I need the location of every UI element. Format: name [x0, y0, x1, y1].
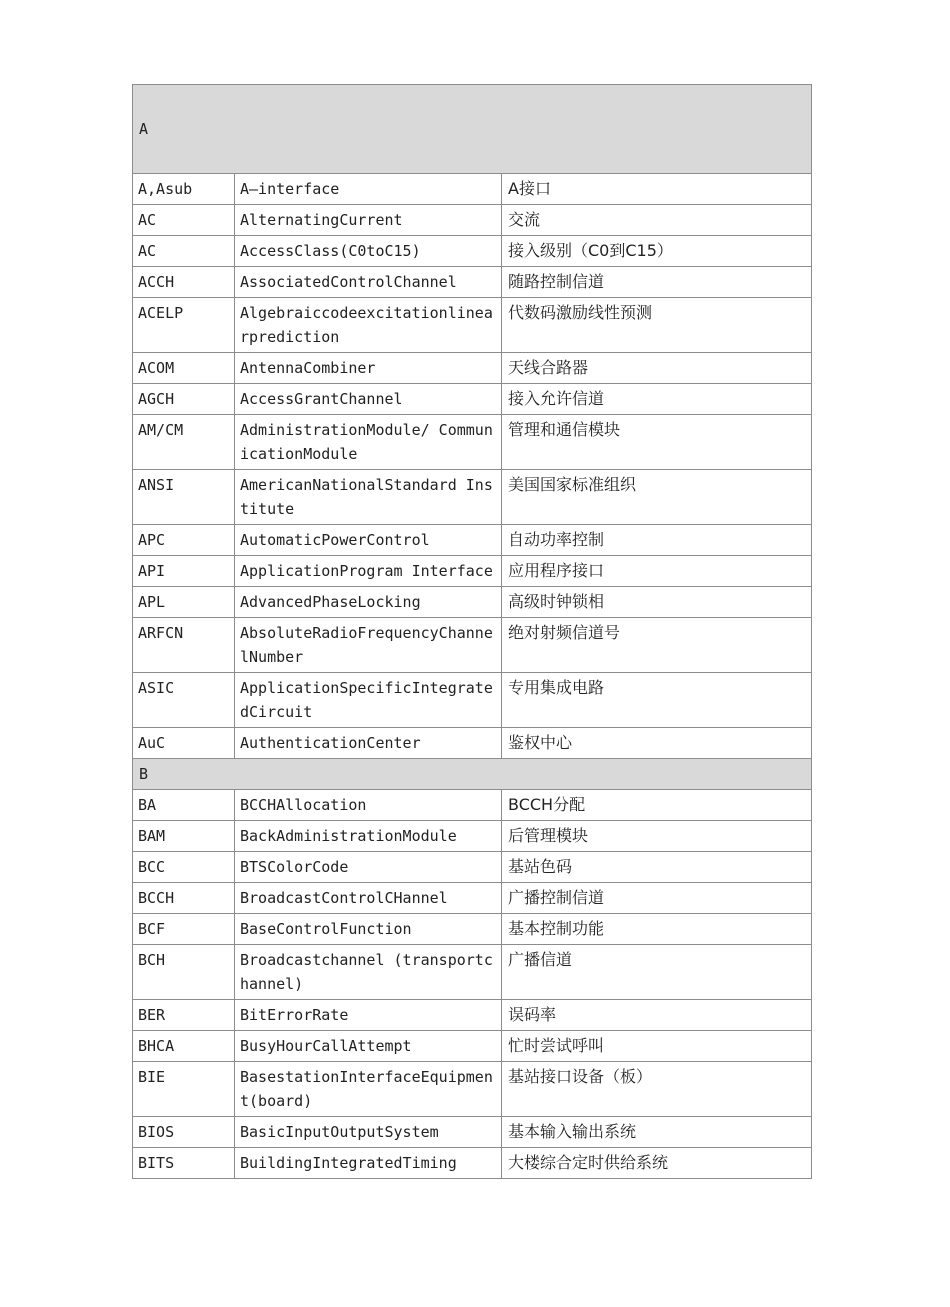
chinese-term-cell: 随路控制信道 [502, 267, 812, 298]
table-row [133, 852, 812, 883]
english-term-cell: AuthenticationCenter [235, 728, 502, 759]
abbreviation-cell: BA [133, 790, 235, 821]
abbreviation-cell: BHCA [133, 1031, 235, 1062]
chinese-term-cell: 大楼综合定时供给系统 [502, 1148, 812, 1179]
chinese-term-cell: 天线合路器 [502, 353, 812, 384]
abbreviation-cell: BITS [133, 1148, 235, 1179]
chinese-term-cell: 广播信道 [502, 945, 812, 1000]
abbreviation-cell: AC [133, 236, 235, 267]
chinese-term-cell: 误码率 [502, 1000, 812, 1031]
english-term-cell: BasestationInterfaceEquipment(board) [235, 1062, 502, 1117]
english-term-cell: AdministrationModule/ CommunicationModule [235, 415, 502, 470]
english-term-cell: AntennaCombiner [235, 353, 502, 384]
table-row [133, 470, 812, 525]
chinese-term-cell: 鉴权中心 [502, 728, 812, 759]
chinese-term-cell: 接入级别（C0到C15） [502, 236, 812, 267]
abbreviation-cell: BIE [133, 1062, 235, 1117]
abbreviation-cell: AC [133, 205, 235, 236]
chinese-term-cell: 忙时尝试呼叫 [502, 1031, 812, 1062]
abbreviation-cell: BER [133, 1000, 235, 1031]
english-term-cell: AccessGrantChannel [235, 384, 502, 415]
english-term-cell: AutomaticPowerControl [235, 525, 502, 556]
table-row [133, 384, 812, 415]
english-term-cell: Broadcastchannel (transportchannel) [235, 945, 502, 1000]
english-term-cell: AlternatingCurrent [235, 205, 502, 236]
chinese-term-cell: 基本控制功能 [502, 914, 812, 945]
abbreviation-cell: ANSI [133, 470, 235, 525]
chinese-term-cell: 代数码激励线性预测 [502, 298, 812, 353]
chinese-term-cell: 交流 [502, 205, 812, 236]
abbreviation-cell: ARFCN [133, 618, 235, 673]
glossary-table [132, 84, 812, 1179]
abbreviation-cell: BCC [133, 852, 235, 883]
section-letter: A [133, 85, 812, 174]
abbreviation-cell: BAM [133, 821, 235, 852]
abbreviation-cell: BCCH [133, 883, 235, 914]
english-term-cell: AdvancedPhaseLocking [235, 587, 502, 618]
table-row [133, 1000, 812, 1031]
english-term-cell: BCCHAllocation [235, 790, 502, 821]
chinese-term-cell: 管理和通信模块 [502, 415, 812, 470]
table-row [133, 1062, 812, 1117]
chinese-term-cell: 后管理模块 [502, 821, 812, 852]
english-term-cell: ApplicationSpecificIntegratedCircuit [235, 673, 502, 728]
english-term-cell: Algebraiccodeexcitationlinearprediction [235, 298, 502, 353]
chinese-term-cell: 基站接口设备（板） [502, 1062, 812, 1117]
chinese-term-cell: 美国国家标准组织 [502, 470, 812, 525]
table-row [133, 821, 812, 852]
english-term-cell: AccessClass(C0toC15) [235, 236, 502, 267]
chinese-term-cell: 自动功率控制 [502, 525, 812, 556]
english-term-cell: AssociatedControlChannel [235, 267, 502, 298]
table-row [133, 1117, 812, 1148]
english-term-cell: BitErrorRate [235, 1000, 502, 1031]
chinese-term-cell: 接入允许信道 [502, 384, 812, 415]
abbreviation-cell: AuC [133, 728, 235, 759]
table-row [133, 1031, 812, 1062]
table-row [133, 525, 812, 556]
english-term-cell: BasicInputOutputSystem [235, 1117, 502, 1148]
english-term-cell: BroadcastControlCHannel [235, 883, 502, 914]
abbreviation-cell: ACOM [133, 353, 235, 384]
chinese-term-cell: 绝对射频信道号 [502, 618, 812, 673]
glossary-body [133, 85, 812, 1179]
chinese-term-cell: 专用集成电路 [502, 673, 812, 728]
chinese-term-cell: 高级时钟锁相 [502, 587, 812, 618]
chinese-term-cell: 基本输入输出系统 [502, 1117, 812, 1148]
table-row [133, 1148, 812, 1179]
english-term-cell: BuildingIntegratedTiming [235, 1148, 502, 1179]
english-term-cell: BackAdministrationModule [235, 821, 502, 852]
chinese-term-cell: 应用程序接口 [502, 556, 812, 587]
english-term-cell: A—interface [235, 174, 502, 205]
abbreviation-cell: APL [133, 587, 235, 618]
table-row [133, 673, 812, 728]
english-term-cell: AbsoluteRadioFrequencyChannelNumber [235, 618, 502, 673]
section-letter: B [133, 759, 812, 790]
english-term-cell: BaseControlFunction [235, 914, 502, 945]
table-row [133, 353, 812, 384]
table-row [133, 728, 812, 759]
section-header-row [133, 85, 812, 174]
table-row [133, 236, 812, 267]
table-row [133, 618, 812, 673]
table-row [133, 790, 812, 821]
table-row [133, 298, 812, 353]
chinese-term-cell: 广播控制信道 [502, 883, 812, 914]
table-row [133, 174, 812, 205]
abbreviation-cell: ACCH [133, 267, 235, 298]
abbreviation-cell: ASIC [133, 673, 235, 728]
abbreviation-cell: BIOS [133, 1117, 235, 1148]
section-header-row [133, 759, 812, 790]
table-row [133, 556, 812, 587]
abbreviation-cell: AM/CM [133, 415, 235, 470]
table-row [133, 914, 812, 945]
table-row [133, 205, 812, 236]
abbreviation-cell: APC [133, 525, 235, 556]
table-row [133, 945, 812, 1000]
english-term-cell: AmericanNationalStandard Institute [235, 470, 502, 525]
abbreviation-cell: API [133, 556, 235, 587]
english-term-cell: BTSColorCode [235, 852, 502, 883]
table-row [133, 883, 812, 914]
table-row [133, 587, 812, 618]
abbreviation-cell: BCH [133, 945, 235, 1000]
chinese-term-cell: A接口 [502, 174, 812, 205]
english-term-cell: ApplicationProgram Interface [235, 556, 502, 587]
abbreviation-cell: AGCH [133, 384, 235, 415]
english-term-cell: BusyHourCallAttempt [235, 1031, 502, 1062]
abbreviation-cell: A,Asub [133, 174, 235, 205]
chinese-term-cell: 基站色码 [502, 852, 812, 883]
table-row [133, 267, 812, 298]
chinese-term-cell: BCCH分配 [502, 790, 812, 821]
abbreviation-cell: ACELP [133, 298, 235, 353]
abbreviation-cell: BCF [133, 914, 235, 945]
table-row [133, 415, 812, 470]
